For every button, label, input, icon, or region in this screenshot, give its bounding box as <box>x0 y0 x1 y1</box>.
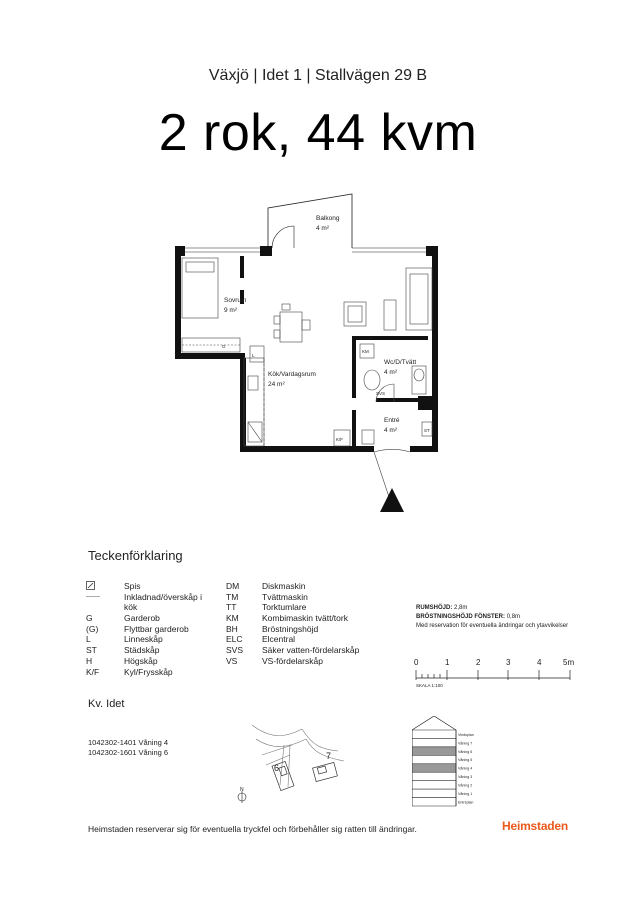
legend-row <box>226 592 386 603</box>
legend-text: Säker vatten-fördelarskåp <box>262 645 360 656</box>
svs-mark: SVS <box>376 391 386 396</box>
legend-text: Kombimaskin tvätt/tork <box>262 613 348 624</box>
legend-symbol: DM <box>226 581 240 591</box>
north-label: N <box>240 787 244 793</box>
scale-tick-label: 5m <box>563 658 575 667</box>
living-label: Kök/Vardagsrum <box>268 371 316 378</box>
legend-row <box>226 634 386 645</box>
legend-symbol: ELC <box>226 634 243 645</box>
disclaimer: Heimstaden reserverar sig för eventuella tryckfel och förbehåller sig ratten till ändringar. <box>88 824 417 834</box>
legend-symbol: ------- <box>86 593 100 600</box>
bedroom-area: 9 m² <box>224 307 237 314</box>
legend-text: kök <box>124 602 138 613</box>
legend-text: Linneskåp <box>124 634 163 645</box>
legend-row <box>86 613 216 624</box>
legend-symbol: BH <box>226 623 238 634</box>
building-6-label: 6 <box>274 763 280 773</box>
bed <box>182 258 218 318</box>
building-7-label: 7 <box>326 751 332 761</box>
location-subtitle: Växjö | Idet 1 | Stallvägen 29 B <box>208 67 428 84</box>
bedroom-label: Sovrum <box>224 297 247 304</box>
legend-symbol: SVS <box>226 645 244 656</box>
floor-label: Våning 6 <box>458 749 473 754</box>
scale-bar <box>412 656 582 690</box>
floor-band <box>412 738 456 746</box>
legend-row <box>86 645 216 656</box>
legend-text: Inkladnad/överskåp i <box>124 591 202 602</box>
floor-band <box>412 789 456 797</box>
floor-band <box>412 747 456 755</box>
legend-text: Städskåp <box>124 645 160 656</box>
legend-text: Garderob <box>124 613 160 624</box>
legend-symbol: ST <box>86 645 97 656</box>
legend-right-column <box>226 581 386 667</box>
floor-band <box>412 772 456 780</box>
legend-symbol: TT <box>226 602 237 613</box>
floor-label: Våning 7 <box>458 741 473 746</box>
legend-symbol: G <box>86 613 93 624</box>
km-mark: KM <box>362 349 369 354</box>
wardrobe-mark: G <box>222 344 226 349</box>
legend-row <box>86 667 216 678</box>
reservation-note: Med reservation för eventuella ändringar och ytavvikelser <box>416 623 569 629</box>
scale-tick-label: 1 <box>445 658 450 667</box>
unit-row: 1042302-1601 Våning 6 <box>88 748 169 757</box>
floor-label: Vindsplan <box>458 732 474 737</box>
floor-band <box>412 730 456 738</box>
legend-row <box>86 592 216 603</box>
legend-text: Spis <box>124 581 141 591</box>
legend-row <box>226 602 386 613</box>
heimstaden-logo: Heimstaden <box>502 819 569 833</box>
legend-text: Tvättmaskin <box>262 591 308 602</box>
legend-symbol: VS <box>226 655 238 666</box>
fridge-mark: K/F <box>336 437 344 442</box>
legend-row <box>86 656 216 667</box>
balcony-label: Balkong <box>316 215 340 222</box>
living-area: 24 m² <box>268 381 285 388</box>
floor-plan <box>140 190 450 520</box>
legend-symbol: KM <box>226 613 239 624</box>
dining-table <box>280 312 302 342</box>
legend-row <box>226 624 386 635</box>
legend-text: Diskmaskin <box>262 581 306 591</box>
scale-tick-label: 2 <box>476 658 481 667</box>
stove-icon <box>86 581 124 592</box>
scale-tick-label: 3 <box>506 658 511 667</box>
legend-text: Högskåp <box>124 655 158 666</box>
legend-symbol <box>86 602 124 613</box>
site-map <box>232 715 352 805</box>
legend-text: Flyttbar garderob <box>124 623 189 634</box>
legend-symbol: (G) <box>86 623 99 634</box>
legend-symbol: H <box>86 655 93 666</box>
apartment-title: 2 rok, 44 kvm <box>158 104 478 162</box>
legend-row <box>86 602 216 613</box>
legend-row <box>226 581 386 592</box>
floor-label: Våning 3 <box>458 775 473 780</box>
legend-text: VS-fördelarskåp <box>262 655 323 666</box>
legend-row <box>226 645 386 656</box>
entry-area: 4 m² <box>384 427 397 434</box>
balcony-door-swing <box>272 226 294 248</box>
scale-caption: SKALA 1:100 <box>416 683 443 688</box>
legend-row <box>86 634 216 645</box>
ceiling-height-label: RUMSHÖJD: <box>416 605 453 611</box>
linen-mark: L <box>252 353 255 358</box>
legend-symbol: TM <box>226 591 239 602</box>
floor-band <box>412 781 456 789</box>
legend-left-column <box>86 581 216 677</box>
floor-label: Våning 5 <box>458 758 473 763</box>
kitchen-counter <box>244 358 264 446</box>
bath-area: 4 m² <box>384 369 397 376</box>
legend-heading: Teckenförklaring <box>88 548 183 563</box>
legend-text: Torktumlare <box>262 602 307 613</box>
floor-band <box>412 755 456 763</box>
floor-label: Våning 2 <box>458 783 473 788</box>
floor-band <box>412 798 456 806</box>
legend-text: Kyl/Frysskåp <box>124 666 173 677</box>
entry-label: Entré <box>384 417 400 424</box>
floor-band <box>412 764 456 772</box>
ceiling-height-value: 2,8m <box>454 605 468 611</box>
floor-label: Våning 1 <box>458 792 473 797</box>
bath-label: Wc/D/Tvätt <box>384 359 417 366</box>
floor-label: Våning 4 <box>458 766 473 771</box>
scale-tick-label: 4 <box>537 658 542 667</box>
legend-symbol: L <box>86 634 91 645</box>
legend-row <box>86 624 216 635</box>
st-mark: ST <box>424 428 430 433</box>
unit-list <box>88 738 168 758</box>
legend-row <box>226 613 386 624</box>
legend-symbol: K/F <box>86 666 100 677</box>
building-section <box>412 716 502 808</box>
unit-row: 1042302-1401 Våning 4 <box>88 738 169 747</box>
sill-height-value: 0,8m <box>506 614 521 620</box>
legend-row <box>86 581 216 592</box>
entrance-arrow <box>380 488 404 512</box>
legend-row <box>226 656 386 667</box>
height-info <box>416 604 568 631</box>
scale-tick-label: 0 <box>414 658 419 667</box>
armchair <box>344 302 366 326</box>
kv-heading: Kv. Idet <box>88 698 125 710</box>
legend-text: Bröstningshöjd <box>262 623 319 634</box>
sill-height-label: BRÖSTNINGSHÖJD FÖNSTER: <box>416 614 506 620</box>
legend-text: Elcentral <box>262 634 296 645</box>
floor-label: Entréplan <box>458 800 474 805</box>
balcony-area: 4 m² <box>316 225 329 232</box>
